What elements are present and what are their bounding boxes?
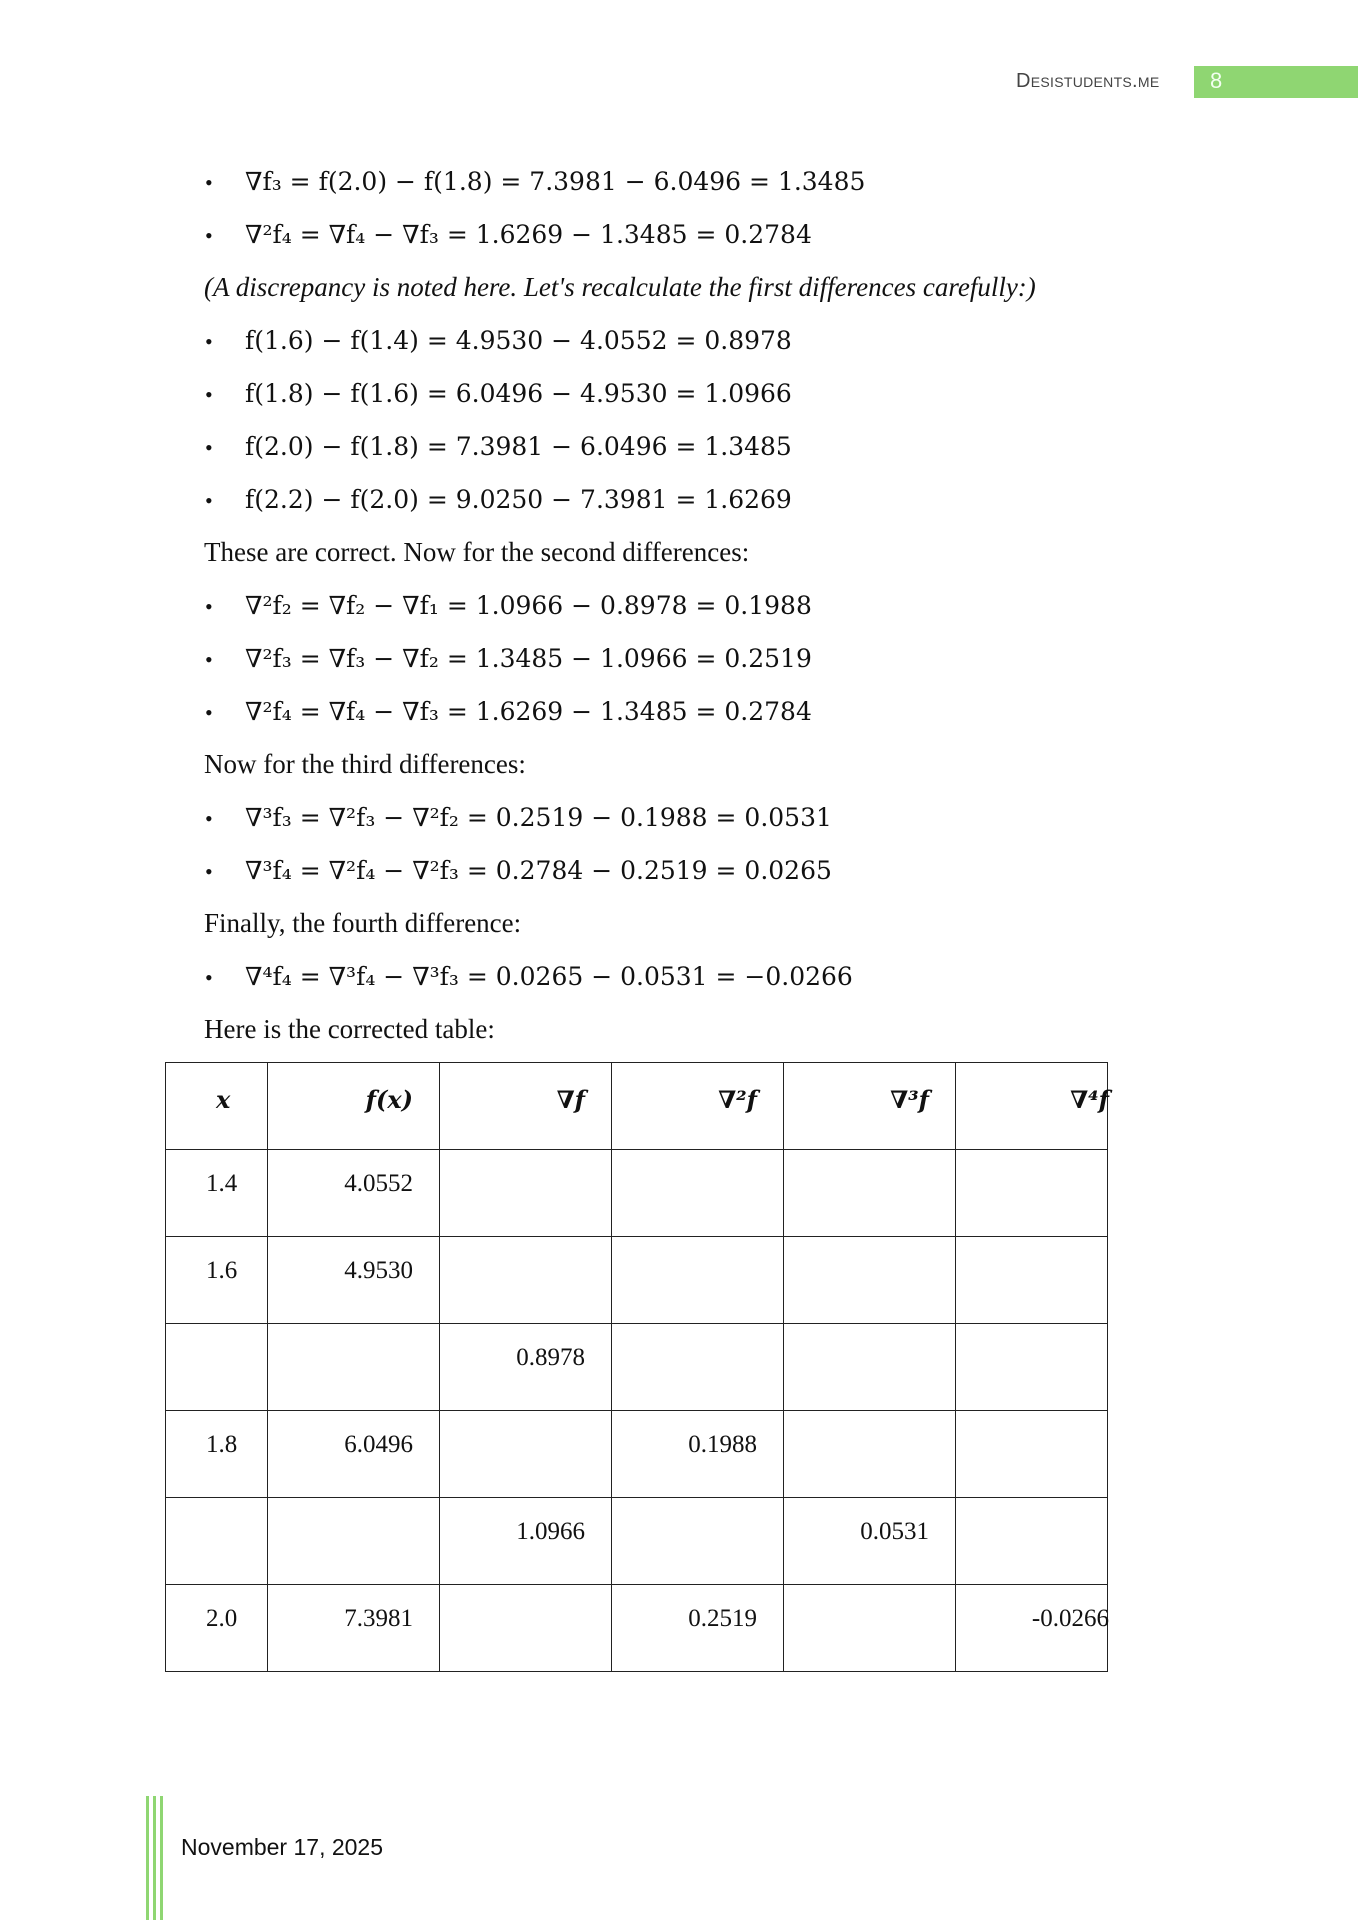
bullet-item (205, 950, 1155, 1003)
column-header-label: ∇³f (890, 1085, 929, 1114)
table-header-row (166, 1063, 1108, 1150)
table-cell (612, 1237, 784, 1324)
page-number: 8 (1210, 68, 1223, 93)
table-cell (268, 1237, 440, 1324)
table-cell (612, 1324, 784, 1411)
document-body (205, 155, 1155, 1056)
cell-value: 0.8978 (516, 1344, 585, 1371)
equation: f(2.2) − f(2.0) = 9.0250 − 7.3981 = 1.6269 (245, 485, 792, 514)
bullet-item (205, 791, 1155, 844)
cell-value (268, 1498, 439, 1518)
cell-value (268, 1324, 439, 1344)
table-cell (440, 1324, 612, 1411)
cell-value (612, 1237, 783, 1257)
cell-value: 0.2519 (688, 1605, 757, 1632)
cell-value (784, 1411, 955, 1431)
table-cell (440, 1411, 612, 1498)
cell-value (784, 1324, 955, 1344)
table-cell (166, 1498, 268, 1585)
table-cell (956, 1411, 1108, 1498)
cell-value (440, 1585, 611, 1605)
equation: ∇³f₃ = ∇²f₃ − ∇²f₂ = 0.2519 − 0.1988 = 0.0531 (245, 803, 832, 832)
bullet-item (205, 473, 1155, 526)
bullet-item (205, 632, 1155, 685)
table-row (166, 1237, 1108, 1324)
table-cell (268, 1498, 440, 1585)
table-cell (784, 1498, 956, 1585)
table-cell (956, 1498, 1108, 1585)
cell-value (956, 1411, 1109, 1431)
cell-value (166, 1498, 267, 1518)
column-header-label: ∇⁴f (1070, 1085, 1109, 1114)
cell-value (956, 1498, 1109, 1518)
footer-date: November 17, 2025 (181, 1834, 384, 1860)
page-number-badge (1194, 66, 1358, 98)
cell-value (440, 1237, 611, 1257)
cell-value: 1.4 (206, 1170, 238, 1197)
table-cell (440, 1585, 612, 1672)
equation: ∇³f₄ = ∇²f₄ − ∇²f₃ = 0.2784 − 0.2519 = 0.0265 (245, 856, 832, 885)
table-cell (612, 1150, 784, 1237)
table-cell (956, 1324, 1108, 1411)
cell-value (166, 1324, 267, 1344)
table-cell (440, 1237, 612, 1324)
cell-value (440, 1411, 611, 1431)
footer-decoration (146, 1796, 164, 1920)
cell-value: 1.6 (206, 1257, 238, 1284)
footer-bar (153, 1796, 156, 1920)
table-cell (784, 1324, 956, 1411)
cell-value: 7.3981 (344, 1605, 413, 1632)
bullet-item (205, 208, 1155, 261)
column-header (166, 1063, 268, 1150)
table-row (166, 1150, 1108, 1237)
table-cell (440, 1150, 612, 1237)
table-cell (268, 1411, 440, 1498)
bullet-icon: • (205, 806, 213, 831)
cell-value: -0.0266 (1031, 1605, 1109, 1632)
bullet-icon: • (205, 382, 213, 407)
bullet-icon: • (205, 223, 213, 248)
bullet-item (205, 844, 1155, 897)
equation: ∇²f₃ = ∇f₃ − ∇f₂ = 1.3485 − 1.0966 = 0.2519 (245, 644, 812, 673)
cell-value: 0.0531 (860, 1518, 929, 1545)
site-name: Desistudents.me (1016, 70, 1160, 92)
bullet-icon: • (205, 488, 213, 513)
table-cell (166, 1150, 268, 1237)
cell-value (612, 1324, 783, 1344)
column-header (612, 1063, 784, 1150)
paragraph: Finally, the fourth difference: (204, 908, 522, 938)
footer-bar (146, 1796, 149, 1920)
table-cell (166, 1411, 268, 1498)
bullet-item (205, 420, 1155, 473)
cell-value (440, 1150, 611, 1170)
bullet-icon: • (205, 647, 213, 672)
cell-value (784, 1585, 955, 1605)
difference-table (165, 1062, 1108, 1672)
bullet-icon: • (205, 594, 213, 619)
table-cell (956, 1150, 1108, 1237)
table-cell (268, 1585, 440, 1672)
equation: ∇²f₄ = ∇f₄ − ∇f₃ = 1.6269 − 1.3485 = 0.2784 (245, 220, 812, 249)
bullet-item (205, 579, 1155, 632)
table-cell (612, 1585, 784, 1672)
table-cell (166, 1585, 268, 1672)
column-header-label: f(x) (365, 1085, 413, 1114)
cell-value (612, 1150, 783, 1170)
table-cell (784, 1237, 956, 1324)
table-cell (166, 1324, 268, 1411)
table-cell (612, 1498, 784, 1585)
bullet-icon: • (205, 700, 213, 725)
equation: ∇f₃ = f(2.0) − f(1.8) = 7.3981 − 6.0496 = 1.3485 (245, 167, 866, 196)
bullet-icon: • (205, 435, 213, 460)
cell-value (784, 1237, 955, 1257)
cell-value: 0.1988 (688, 1431, 757, 1458)
equation: ∇²f₄ = ∇f₄ − ∇f₃ = 1.6269 − 1.3485 = 0.2784 (245, 697, 812, 726)
footer-bar (160, 1796, 163, 1920)
note-paragraph: (A discrepancy is noted here. Let's recalculate the first differences carefully:) (204, 272, 1036, 302)
equation: f(2.0) − f(1.8) = 7.3981 − 6.0496 = 1.3485 (245, 432, 792, 461)
table-cell (956, 1237, 1108, 1324)
column-header-label: x (216, 1085, 231, 1114)
table-cell (784, 1150, 956, 1237)
column-header (956, 1063, 1108, 1150)
bullet-item (205, 155, 1155, 208)
table-row (166, 1585, 1108, 1672)
paragraph: Here is the corrected table: (204, 1014, 495, 1044)
table-cell (784, 1411, 956, 1498)
cell-value: 4.9530 (344, 1257, 413, 1284)
table-row (166, 1498, 1108, 1585)
column-header-label: ∇f (556, 1085, 585, 1114)
table-row (166, 1411, 1108, 1498)
table-cell (612, 1411, 784, 1498)
cell-value: 1.0966 (516, 1518, 585, 1545)
bullet-icon: • (205, 859, 213, 884)
equation: ∇⁴f₄ = ∇³f₄ − ∇³f₃ = 0.0265 − 0.0531 = −0.0266 (245, 962, 853, 991)
table-row (166, 1324, 1108, 1411)
bullet-item (205, 367, 1155, 420)
table-cell (440, 1498, 612, 1585)
cell-value: 6.0496 (344, 1431, 413, 1458)
cell-value: 2.0 (206, 1605, 238, 1632)
cell-value: 4.0552 (344, 1170, 413, 1197)
cell-value (784, 1150, 955, 1170)
equation: f(1.6) − f(1.4) = 4.9530 − 4.0552 = 0.8978 (245, 326, 792, 355)
table-cell (784, 1585, 956, 1672)
bullet-icon: • (205, 965, 213, 990)
column-header-label: ∇²f (718, 1085, 757, 1114)
table-cell (166, 1237, 268, 1324)
cell-value (956, 1150, 1109, 1170)
paragraph: Now for the third differences: (204, 749, 526, 779)
equation: ∇²f₂ = ∇f₂ − ∇f₁ = 1.0966 − 0.8978 = 0.1988 (245, 591, 812, 620)
column-header (268, 1063, 440, 1150)
table-cell (268, 1150, 440, 1237)
cell-value (956, 1237, 1109, 1257)
column-header (440, 1063, 612, 1150)
cell-value (956, 1324, 1109, 1344)
equation: f(1.8) − f(1.6) = 6.0496 − 4.9530 = 1.0966 (245, 379, 792, 408)
cell-value: 1.8 (206, 1431, 238, 1458)
bullet-icon: • (205, 170, 213, 195)
paragraph: These are correct. Now for the second differences: (204, 537, 750, 567)
bullet-item (205, 685, 1155, 738)
bullet-icon: • (205, 329, 213, 354)
column-header (784, 1063, 956, 1150)
table-cell (268, 1324, 440, 1411)
cell-value (612, 1498, 783, 1518)
table-cell (956, 1585, 1108, 1672)
bullet-item (205, 314, 1155, 367)
